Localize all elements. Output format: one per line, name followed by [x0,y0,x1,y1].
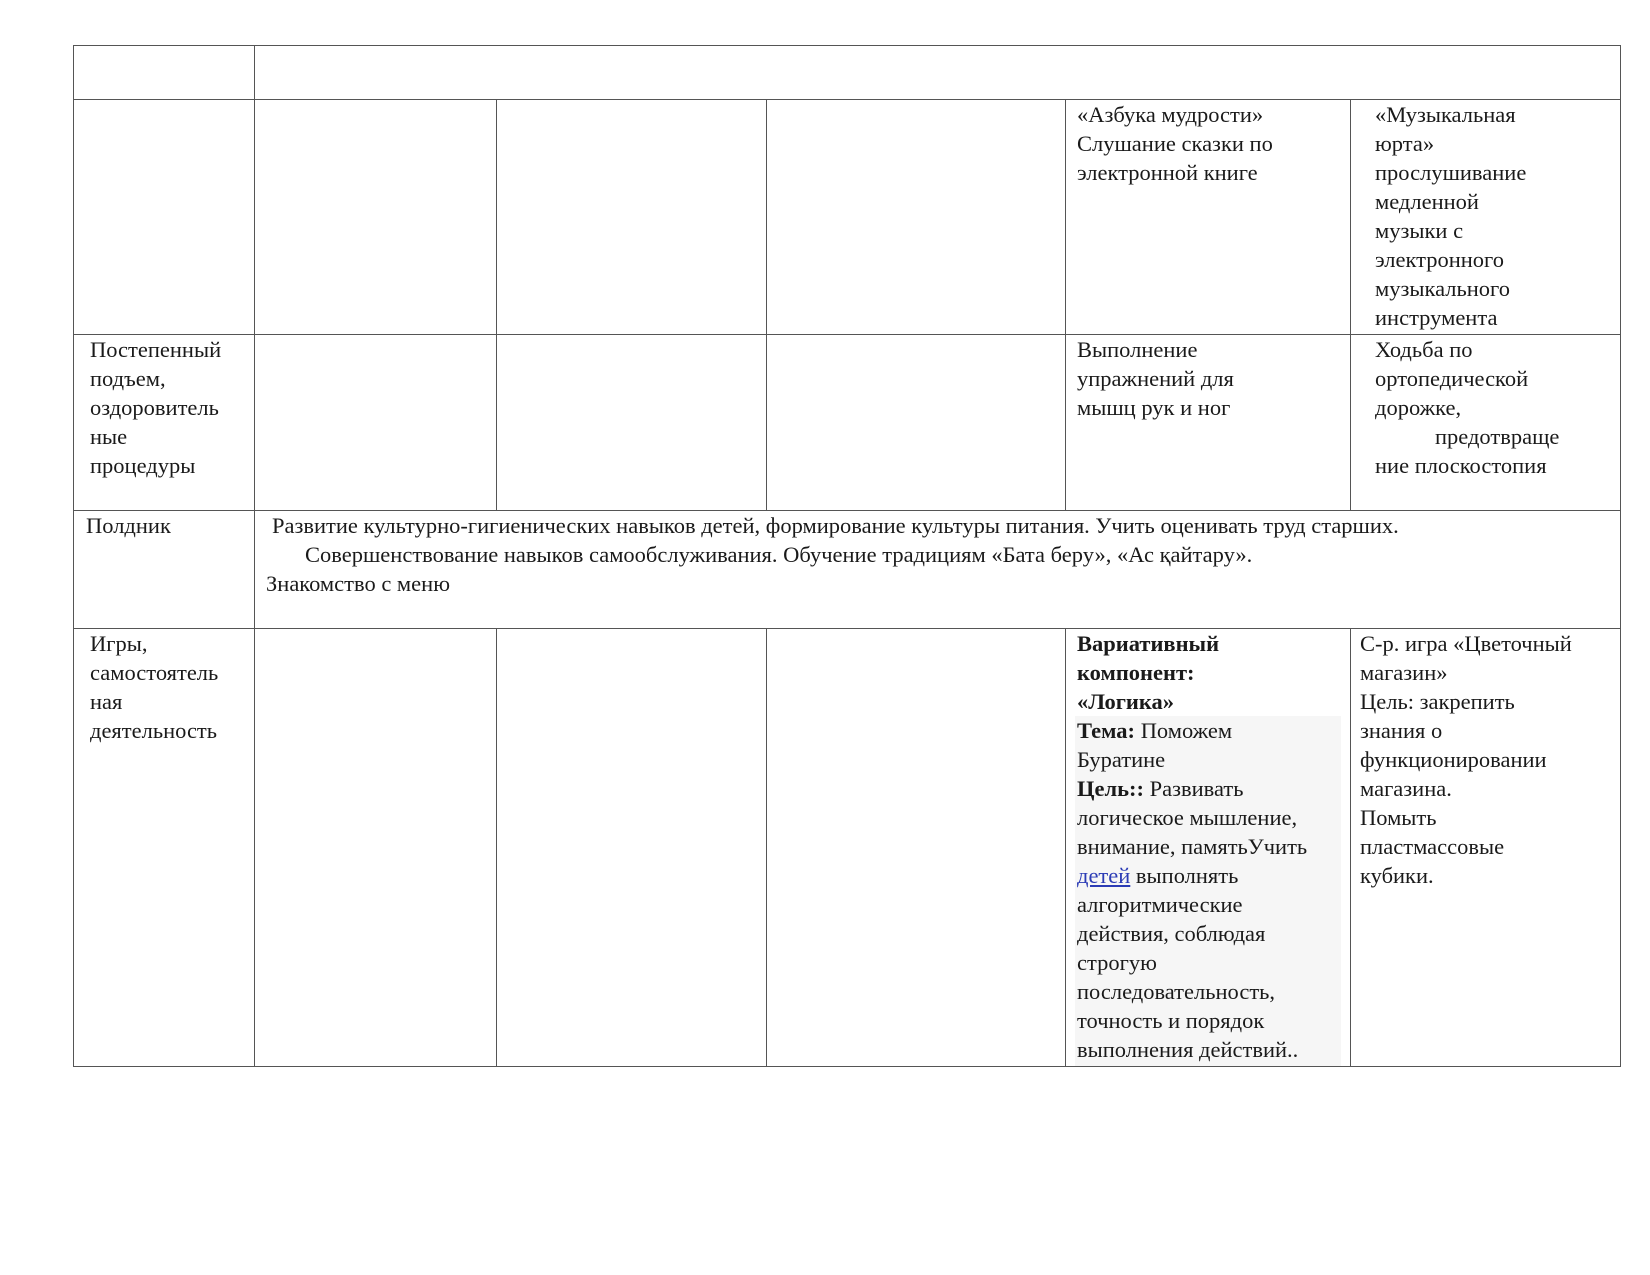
row2-label-cell: Постепенный подъем, оздоровитель ные процедуры [90,337,222,478]
goal-text: Развивать логическое мышление, внимание, памятьУчить [1077,776,1308,859]
row3-text-line-2: Совершенствование навыков самообслуживания. Обучение традициям «Бата беру», «Ас қайтару». [305,542,1253,567]
goal-text-rest: выполнять алгоритмические действия, соблюдая строгую последовательность, точность и порядок выполнения действий.. [1077,863,1299,1062]
goal-label: Цель:: [1077,776,1144,801]
theme-label: Тема: [1077,718,1136,743]
row3-text-line-1: Развитие культурно-гигиенических навыков детей, формирование культуры питания. Учить оценивать труд старших. [272,513,1399,538]
row4-thursday-cell [1077,629,1347,1064]
row3-label-cell: Полдник [86,513,171,538]
row2-thursday-cell: Выполнение упражнений для мышц рук и ног [1077,337,1234,420]
row1-thursday-cell: «Азбука мудрости» Слушание сказки по электронной книге [1077,102,1273,185]
table-border-right [1620,45,1621,1067]
row4-friday-cell: С-р. игра «Цветочный магазин» Цель: закрепить знания о функционировании магазина. Помыть пластмассовые кубики. [1360,631,1572,888]
row4-label-cell: Игры, самостоятель ная деятельность [90,631,219,743]
row2-friday-line-c: ние плоскостопия [1375,453,1547,478]
table-border-top [73,45,1621,46]
children-link[interactable]: детей [1077,863,1131,888]
column-divider-4b [1065,628,1066,1067]
column-divider-5 [1350,99,1351,511]
row3-text-line-3: Знакомство с меню [266,571,450,596]
row4-thursday-heading: Вариативный компонент: «Логика» [1077,631,1220,714]
column-divider-2 [496,99,497,511]
column-divider-3 [766,99,767,511]
column-divider-3b [766,628,767,1067]
row2-friday-line-a: Ходьба по ортопедической дорожке, [1375,337,1529,420]
table-border-bottom [73,1066,1621,1067]
row1-friday-cell: «Музыкальная юрта» прослушивание медленной музыки с электронного музыкального инструмента [1375,102,1527,330]
column-divider-2b [496,628,497,1067]
theme-text: Поможем Буратине [1077,718,1233,772]
column-divider-4 [1065,99,1066,511]
table-border-left [73,45,74,1067]
column-divider-label [254,45,255,1067]
row2-friday-line-b: предотвраще [1435,424,1560,449]
column-divider-5b [1350,628,1351,1067]
